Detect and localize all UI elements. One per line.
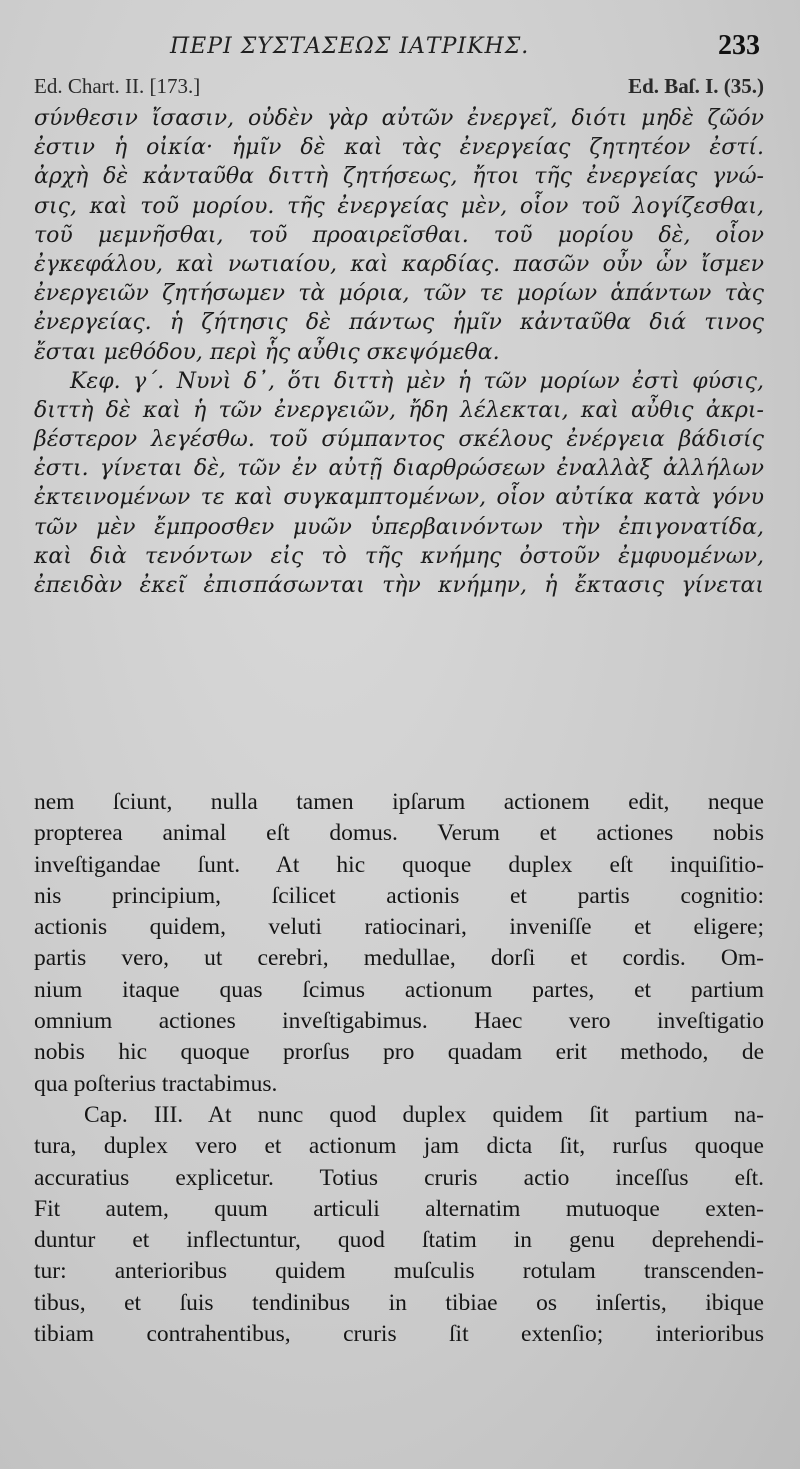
greek-text-block [34,104,764,600]
greek-line: σις, καὶ τοῦ μορίου. τῆς ἐνεργείας μὲν, οἷον τοῦ λογίζεσθαι, [34,193,764,219]
greek-chapter-heading-line: Κεφ. γ΄. Νυνὶ δ᾽, ὅτι διττὴ μὲν ἡ τῶν μορίων ἐστὶ φύσις, [70,368,764,394]
latin-line: inveſtigandae ſunt. At hic quoque duplex eſt inquiſitio- [34,851,764,878]
greek-line: σύνθεσιν ἴσασιν, οὐδὲν γὰρ αὐτῶν ἐνεργεῖ, διότι μηδὲ ζῶόν [34,106,764,131]
latin-line: tur: anterioribus quidem muſculis rotulam transcenden- [34,1258,764,1285]
latin-line: accuratius explicetur. Totius cruris actio inceſſus eſt. [34,1164,764,1191]
latin-line: propterea animal eſt domus. Verum et actiones nobis [34,820,764,847]
greek-line: ἐκτεινομένων τε καὶ συγκαμπτομένων, οἷον αὐτίκα κατὰ γόνυ [34,485,764,511]
greek-line: ἐγκεφάλου, καὶ νωτιαίου, καὶ καρδίας. πασῶν οὖν ὧν ἴσμεν [34,251,764,277]
greek-line: ἀρχὴ δὲ κἀνταῦθα διττὴ ζητήσεως, ἤτοι τῆς ἐνεργείας γνώ- [34,164,764,190]
greek-line: ἐνεργειῶν ζητήσωμεν τὰ μόρια, τῶν τε μορίων ἁπάντων τὰς [34,281,764,307]
latin-line: qua poſterius tractabimus. [34,1070,278,1097]
latin-line: omnium actiones inveſtigabimus. Haec vero inveſtigatio [34,1008,764,1035]
latin-chapter-heading-line: Cap. III. At nunc quod duplex quidem ſit partium na- [84,1101,764,1128]
latin-line: tibiam contrahentibus, cruris ſit extenſio; interioribus [34,1321,764,1348]
running-title: ΠΕΡΙ ΣΥΣΤΑΣΕΩΣ ΙΑΤΡΙΚΗΣ. [170,34,530,59]
edition-chartier-reference: Ed. Chart. II. [173.] [34,74,201,98]
latin-line: Fit autem, quum articuli alternatim mutuoque exten- [34,1195,764,1222]
greek-line: ἐστιν ἡ οἰκία· ἡμῖν δὲ καὶ τὰς ἐνεργείας ζητητέον ἐστί. [34,135,764,161]
latin-line: duntur et inflectuntur, quod ſtatim in genu deprehendi- [34,1227,764,1254]
latin-text-block [34,787,764,1350]
page-number: 233 [718,30,760,61]
greek-line: ἐνεργείας. ἡ ζήτησις δὲ πάντως ἡμῖν κἀνταῦθα διά τινος [34,310,764,336]
greek-line: καὶ διὰ τενόντων εἰς τὸ τῆς κνήμης ὀστοῦν ἐμφυομένων, [34,543,764,569]
latin-line: nis principium, ſcilicet actionis et partis cognitio: [34,882,764,909]
edition-reference-line [34,74,764,102]
latin-line: nobis hic quoque prorſus pro quadam erit methodo, de [34,1039,764,1066]
latin-line: actionis quidem, veluti ratiocinari, inveniſſe et eligere; [34,914,764,941]
latin-line: tibus, et ſuis tendinibus in tibiae os inſertis, ibique [34,1289,764,1316]
latin-line: partis vero, ut cerebri, medullae, dorſi et cordis. Om- [34,945,764,972]
greek-line: τοῦ μεμνῆσθαι, τοῦ προαιρεῖσθαι. τοῦ μορίου δὲ, οἷον [34,222,764,248]
greek-line: τῶν μὲν ἔμπροσθεν μυῶν ὑπερβαινόντων τὴν ἐπιγονατίδα, [34,514,764,540]
edition-basel-reference: Ed. Baſ. I. (35.) [628,74,764,98]
greek-line: ἐστι. γίνεται δὲ, τῶν ἐν αὐτῇ διαρθρώσεων ἐναλλὰξ ἀλλήλων [34,456,764,482]
latin-line: tura, duplex vero et actionum jam dicta ſit, rurſus quoque [34,1133,764,1160]
running-head [0,30,800,64]
greek-line: διττὴ δὲ καὶ ἡ τῶν ἐνεργειῶν, ἤδη λέλεκται, καὶ αὖθις ἀκρι- [34,397,764,423]
latin-line: nium itaque quas ſcimus actionum partes, et partium [34,976,764,1003]
greek-line: βέστερον λεγέσθω. τοῦ σύμπαντος σκέλους ἐνέργεια βάδισίς [34,427,764,453]
greek-line: ἐπειδὰν ἐκεῖ ἐπισπάσωνται τὴν κνήμην, ἡ ἔκτασις γίνεται [34,573,764,598]
greek-line: ἔσται μεθόδου, περὶ ἧς αὖθις σκεψόμεθα. [34,339,500,365]
latin-line: nem ſciunt, nulla tamen ipſarum actionem edit, neque [34,789,764,815]
